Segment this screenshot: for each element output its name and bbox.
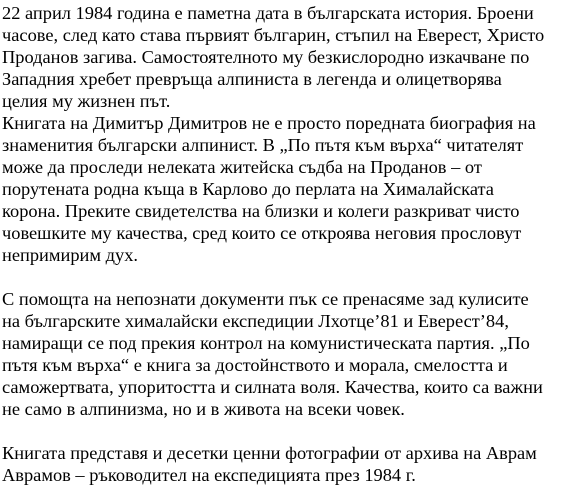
text-line: корона. Преките свидетелства на близки и колеги разкриват чисто (2, 201, 520, 221)
text-line: Книгата на Димитър Димитров не е просто поредната биография на (2, 113, 536, 133)
text-line: знаменития български алпинист. В „По пътя към върха“ читателят (2, 135, 524, 155)
document-body (2, 2, 578, 486)
text-line: намиращи се под прекия контрол на комунистическата партия. „По (2, 333, 530, 353)
text-line: саможертвата, упоритостта и силната воля. Качества, които са важни (2, 377, 543, 397)
paragraph-expeditions (2, 288, 578, 420)
text-line: на българските хималайски експедиции Лхотце’81 и Еверест’84, (2, 311, 509, 331)
paragraph-gap (2, 420, 578, 442)
text-line: С помощта на непознати документи пък се пренасяме зад кулисите (2, 289, 529, 309)
text-line: 22 април 1984 година е паметна дата в българската история. Броени (2, 3, 534, 23)
paragraph-prodanov-everest (2, 2, 578, 112)
text-line: Аврамов – ръководител на експедицията през 1984 г. (2, 465, 416, 485)
paragraph-gap (2, 266, 578, 288)
text-line: порутената родна къща в Карлово до перлата на Хималайската (2, 179, 494, 199)
paragraph-book-description (2, 112, 578, 266)
text-line: часове, след като става първият българин, стъпил на Еверест, Христо (2, 25, 545, 45)
text-line: Книгата представя и десетки ценни фотографии от архива на Аврам (2, 443, 537, 463)
text-line: непримирим дух. (2, 245, 138, 265)
text-line: може да проследи нелеката житейска съдба на Проданов – от (2, 157, 482, 177)
text-line: не само в алпинизма, но и в живота на всеки човек. (2, 399, 405, 419)
text-line: Западния хребет превръща алпиниста в легенда и олицетворява (2, 69, 502, 89)
text-line: човешките му качества, сред които се откроява неговия прословут (2, 223, 522, 243)
text-line: целия му жизнен път. (2, 91, 171, 111)
paragraph-photographs (2, 442, 578, 486)
text-line: Проданов загива. Самостоятелното му безкислородно изкачване по (2, 47, 530, 67)
text-line: пътя към върха“ е книга за достойнството и морала, смелостта и (2, 355, 508, 375)
